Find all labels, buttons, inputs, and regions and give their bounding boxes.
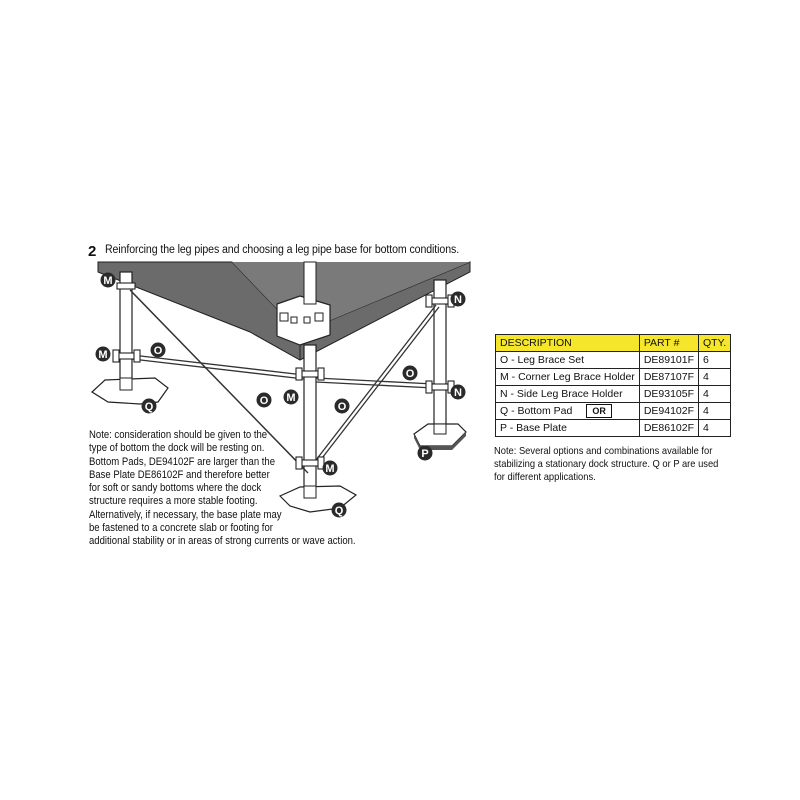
note-line: be fastened to a concrete slab or footing for <box>89 522 273 535</box>
row-part: DE89101F <box>639 352 698 369</box>
row-description: M - Corner Leg Brace Holder <box>496 369 640 386</box>
row-qty: 6 <box>699 352 731 369</box>
callout-m-2: M <box>98 349 108 361</box>
parts-table-header <box>496 335 731 352</box>
callout-m-3: M <box>286 392 296 404</box>
header-qty: QTY. <box>699 335 731 352</box>
note-line: Note: consideration should be given to the <box>89 429 268 441</box>
parts-table <box>495 334 731 437</box>
row-description <box>496 403 640 420</box>
bottom-conditions-note <box>89 429 359 549</box>
row-part: DE86102F <box>639 420 698 437</box>
row-part: DE93105F <box>639 386 698 403</box>
step-number: 2 <box>88 243 97 260</box>
callout-q-2: Q <box>334 505 344 517</box>
table-note-line: Note: Several options and combinations available for <box>494 446 713 457</box>
table-note-line: stabilizing a stationary dock structure. Q or P are used <box>494 458 719 470</box>
note-line: Base Plate DE86102F and therefore better <box>89 468 270 481</box>
row-description: N - Side Leg Brace Holder <box>496 386 640 403</box>
callout-m-4: M <box>325 463 335 475</box>
callout-o-3: O <box>337 401 347 413</box>
row-description-text: Q - Bottom Pad <box>500 405 573 417</box>
row-part: DE87107F <box>639 369 698 386</box>
table-row <box>496 352 731 369</box>
note-line: type of bottom the dock will be resting on. <box>89 442 265 455</box>
callout-p-1: P <box>421 448 429 460</box>
table-row <box>496 420 731 437</box>
or-label: OR <box>586 404 612 418</box>
row-qty: 4 <box>699 403 731 420</box>
callout-q-1: Q <box>144 401 154 413</box>
callout-m-1: M <box>103 275 113 287</box>
note-line: structure requires a more stable footing. <box>89 495 258 508</box>
base-plate <box>414 424 466 450</box>
callout-o-1: O <box>153 345 163 357</box>
note-line: Alternatively, if necessary, the base plate may <box>89 508 282 521</box>
note-line: additional stability or in areas of strong currents or wave action. <box>89 535 356 548</box>
header-description: DESCRIPTION <box>496 335 640 352</box>
table-row <box>496 386 731 403</box>
callout-o-2: O <box>259 395 269 407</box>
table-row <box>496 403 731 420</box>
callout-n-1: N <box>454 294 462 306</box>
header-part: PART # <box>639 335 698 352</box>
note-line: for soft or sandy bottoms where the dock <box>89 482 262 495</box>
row-qty: 4 <box>699 386 731 403</box>
table-note <box>494 446 719 484</box>
table-note-line: for different applications. <box>494 471 596 483</box>
back-leg-pipe <box>304 262 316 304</box>
table-row <box>496 369 731 386</box>
row-part: DE94102F <box>639 403 698 420</box>
callout-o-4: O <box>405 368 415 380</box>
row-qty: 4 <box>699 420 731 437</box>
step-title: Reinforcing the leg pipes and choosing a leg pipe base for bottom conditions. <box>105 244 460 256</box>
callout-n-2: N <box>454 387 462 399</box>
note-line: Bottom Pads, DE94102F are larger than the <box>89 455 276 468</box>
row-qty: 4 <box>699 369 731 386</box>
row-description: O - Leg Brace Set <box>496 352 640 369</box>
row-description: P - Base Plate <box>496 420 640 437</box>
